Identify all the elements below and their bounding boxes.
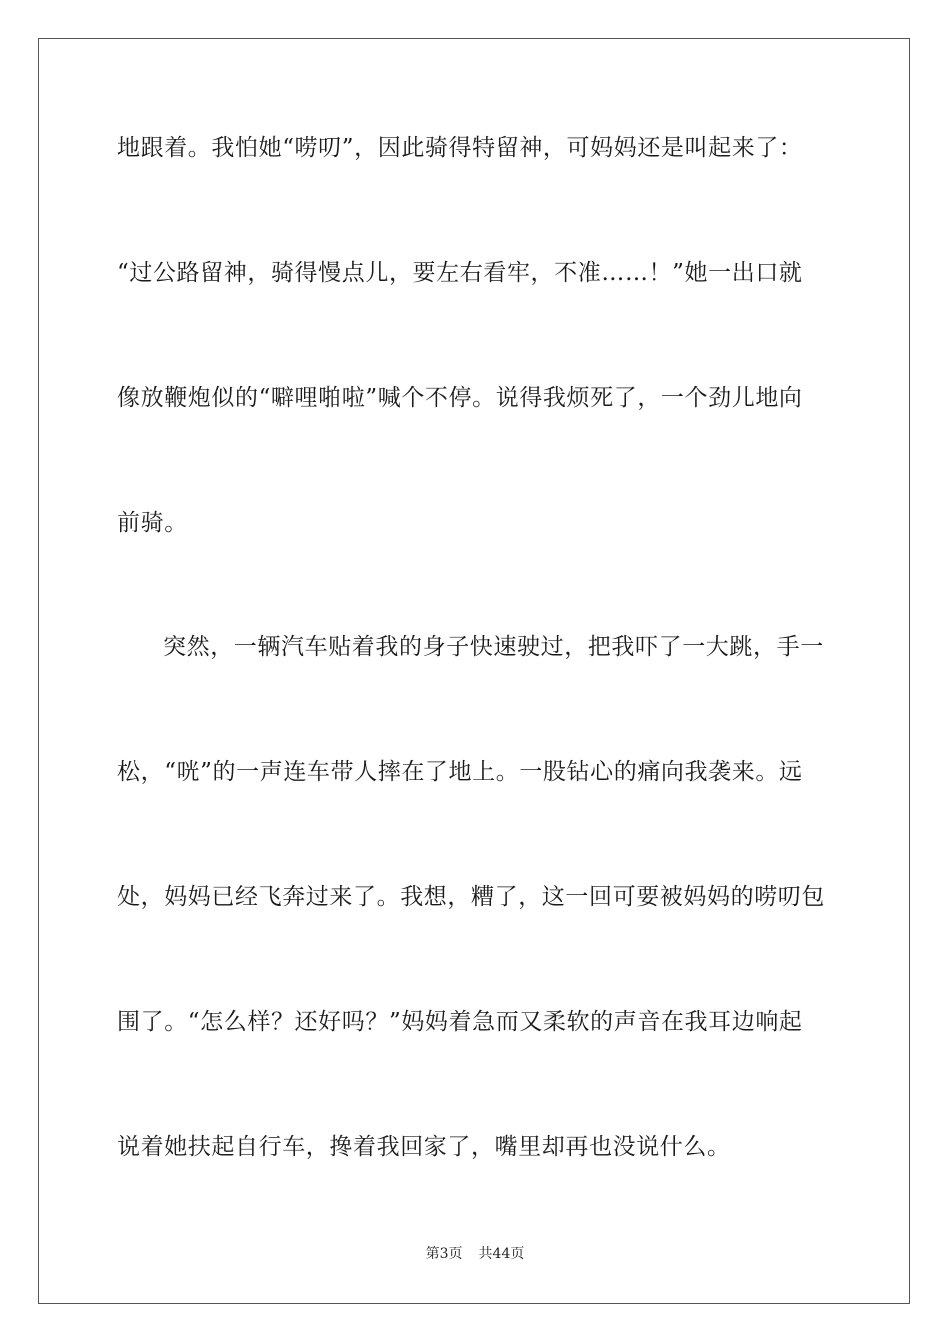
body-text-line: “过公路留神，骑得慢点儿，要左右看牢，不准……！”她一出口就 [117, 260, 803, 286]
body-text-line: 像放鞭炮似的“噼哩啪啦”喊个不停。说得我烦死了，一个劲儿地向 [117, 385, 803, 411]
body-text-line: 处，妈妈已经飞奔过来了。我想，糟了，这一回可要被妈妈的唠叨包 [117, 884, 825, 910]
body-text-line: 围了。“怎么样？还好吗？”妈妈着急而又柔软的声音在我耳边响起 [117, 1009, 803, 1035]
body-text-line: 说着她扶起自行车，搀着我回家了，嘴里却再也没说什么。 [117, 1134, 731, 1160]
page-border [38, 38, 910, 1304]
page-footer [0, 1244, 950, 1264]
page-number: 第3页 [425, 1246, 463, 1262]
body-text-line: 松，“咣”的一声连车带人摔在了地上。一股钻心的痛向我袭来。远 [117, 759, 803, 785]
body-text-line: 地跟着。我怕她“唠叨”，因此骑得特留神，可妈妈还是叫起来了： [117, 135, 803, 161]
body-text-line: 突然，一辆汽车贴着我的身子快速驶过，把我吓了一大跳，手一 [163, 634, 824, 660]
page-total: 共44页 [478, 1246, 525, 1262]
body-text-line: 前骑。 [117, 510, 188, 536]
